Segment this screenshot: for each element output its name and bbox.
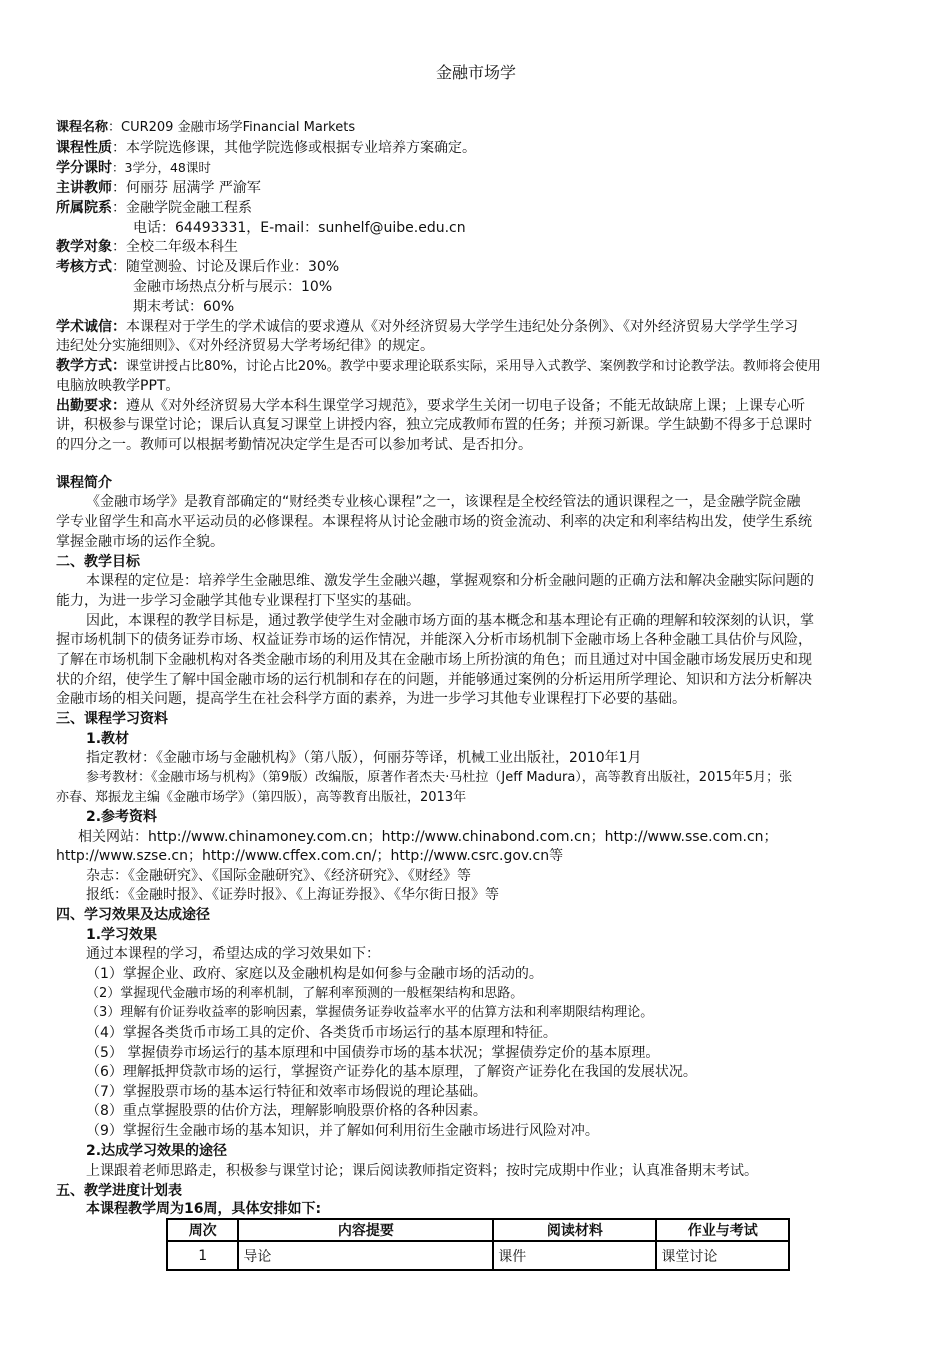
effect-item-8: （8）重点掌握股票的估价方法，理解影响股票价格的各种因素。 [86,1103,487,1119]
goals-line-6: 状的介绍，使学生了解中国金融市场的运行机制和存在的问题，并能够通过案例的分析运用所学理论、知识和方法分析解决 [56,672,812,688]
effect-item-1: （1）掌握企业、政府、家庭以及金融机构是如何参与金融市场的活动的。 [86,966,543,982]
intro-line-3: 掌握金融市场的运作全貌。 [56,534,224,550]
newspapers-line: 报纸：《金融时报》、《证券时报》、《上海证券报》、《华尔街日报》等 [86,887,499,903]
integrity-label: 学术诚信： [56,319,126,335]
course-name-label: 课程名称 [56,120,109,135]
assessment-line [56,258,339,276]
attendance-line-1 [56,397,805,415]
integrity-line-2: 违纪处分实施细则》、《对外经济贸易大学考场纪律》的规定。 [56,338,434,354]
teacher-value: ：何丽芬 屈满学 严渝军 [112,180,261,196]
credit-hours-value: ：3学分，48课时 [112,160,211,175]
method-line-2: 电脑放映教学PPT。 [56,378,180,394]
table-header-row [167,1219,789,1241]
effect-item-4: （4）掌握各类货币市场工具的定价、各类货币市场运行的基本原理和特征。 [86,1025,557,1041]
integrity-line-1 [56,318,798,336]
method-line-1 [56,357,821,376]
effect-item-2: （2）掌握现代金融市场的利率机制，了解利率预测的一般框架结构和思路。 [86,986,524,1001]
schedule-table [166,1218,790,1271]
effect-item-6: （6）理解抵押贷款市场的运行，掌握资产证券化的基本原理，了解资产证券化在我国的发展状况。 [86,1064,697,1080]
effect-item-9: （9）掌握衍生金融市场的基本知识，并了解如何利用衍生金融市场进行风险对冲。 [86,1123,599,1139]
goals-line-5: 了解在市场机制下金融机构对各类金融市场的利用及其在金融市场上所扮演的角色；而且通过对中国金融市场发展历史和现 [56,652,812,668]
attendance-label: 出勤要求： [56,398,126,414]
path-subheading: 2.达成学习效果的途径 [86,1143,228,1159]
goals-line-7: 金融市场的相关问题，提高学生在社会科学方面的素养，为进一步学习其他专业课程打下必要的基础。 [56,691,686,707]
col-header-homework: 作业与考试 [656,1219,789,1241]
textbooks-subheading: 1.教材 [86,731,130,747]
course-name-value: ：CUR209 金融市场学Financial Markets [108,120,356,135]
goals-line-4: 握市场机制下的债务证券市场、权益证券市场的运作情况，并能深入分析市场机制下金融市场上各种金融工具估价与风险， [56,632,812,648]
magazines-line: 杂志：《金融研究》、《国际金融研究》、《经济研究》、《财经》等 [86,868,471,884]
teacher-line [56,179,261,197]
course-nature-line [56,139,476,157]
goals-line-3: 因此，本课程的教学目标是，通过教学使学生对金融市场方面的基本概念和基本理论有正确的理解和较深刻的认识，掌 [86,613,814,629]
audience-value: ：全校二年级本科生 [112,239,238,255]
assigned-textbook: 指定教材：《金融市场与金融机构》（第八版），何丽芬等译，机械工业出版社，2010年1月 [86,750,642,766]
col-header-reading: 阅读材料 [493,1219,656,1241]
intro-heading: 课程简介 [56,475,112,491]
goals-line-2: 能力，为进一步学习金融学其他专业课程打下坚实的基础。 [56,593,420,609]
reference-book-line-1: 参考教材：《金融市场与机构》（第9版）改编版，原著作者杰夫·马杜拉（Jeff Madura），高等教育出版社，2015年5月；张 [86,770,793,785]
attendance-text-1: 遵从《对外经济贸易大学本科生课堂学习规范》，要求学生关闭一切电子设备；不能无故缺席上课；上课专心听 [126,398,805,414]
credit-hours-line [56,159,211,177]
col-header-week: 周次 [167,1219,238,1241]
websites-line-2: http://www.szse.cn；http://www.cffex.com.cn/；http://www.csrc.gov.cn等 [56,848,564,864]
assessment-label: 考核方式 [56,259,112,275]
materials-heading: 三、课程学习资料 [56,711,168,727]
goals-heading: 二、教学目标 [56,554,140,570]
effects-heading: 四、学习效果及达成途径 [56,907,210,923]
assessment-item-1: ：随堂测验、讨论及课后作业：30% [112,259,340,275]
audience-line [56,238,238,256]
contact-line: 电话：64493331，E-mail：sunhelf@uibe.edu.cn [133,220,466,236]
effects-subheading: 1.学习效果 [86,927,158,943]
attendance-line-3: 的四分之一。教师可以根据考勤情况决定学生是否可以参加考试、是否扣分。 [56,437,532,453]
col-header-content: 内容提要 [238,1219,493,1241]
course-nature-value: ：本学院选修课，其他学院选修或根据专业培养方案确定。 [112,140,476,156]
cell-content: 导论 [238,1241,493,1270]
method-label: 教学方式： [56,358,126,374]
course-name-line [56,119,355,137]
document-title: 金融市场学 [435,63,516,82]
effects-intro: 通过本课程的学习，希望达成的学习效果如下： [86,946,380,962]
intro-line-1: 《金融市场学》是教育部确定的“财经类专业核心课程”之一，该课程是全校经管法的通识课程之一，是金融学院金融 [86,494,801,510]
goals-line-1: 本课程的定位是：培养学生金融思维、激发学生金融兴趣，掌握观察和分析金融问题的正确方法和解决金融实际问题的 [86,573,814,589]
table-row [167,1241,789,1270]
path-text: 上课跟着老师思路走，积极参与课堂讨论；课后阅读教师指定资料；按时完成期中作业；认真准备期末考试。 [86,1163,758,1179]
department-line [56,199,252,217]
cell-homework: 课堂讨论 [656,1241,789,1270]
department-label: 所属院系 [56,200,112,216]
credit-hours-label: 学分课时 [56,160,112,176]
assessment-item-2: 金融市场热点分析与展示：10% [133,279,333,295]
cell-reading: 课件 [493,1241,656,1270]
teacher-label: 主讲教师 [56,180,112,196]
department-value: ：金融学院金融工程系 [112,200,252,216]
cell-week: 1 [167,1241,238,1270]
websites-line-1: 相关网站：http://www.chinamoney.com.cn；http://www.chinabond.com.cn；http://www.sse.com.cn； [78,829,778,845]
intro-line-2: 学专业留学生和高水平运动员的必修课程。本课程将从讨论金融市场的资金流动、利率的决定和利率结构出发，使学生系统 [56,514,812,530]
effect-item-7: （7）掌握股票市场的基本运行特征和效率市场假说的理论基础。 [86,1084,487,1100]
effect-item-3: （3）理解有价证券收益率的影响因素，掌握债务证券收益率水平的估算方法和利率期限结构理论。 [86,1005,654,1020]
attendance-line-2: 讲，积极参与课堂讨论；课后认真复习课堂上讲授内容，独立完成教师布置的任务；并预习新课。学生缺勤不得多于总课时 [56,417,812,433]
integrity-text-1: 本课程对于学生的学术诚信的要求遵从《对外经济贸易大学学生违纪处分条例》、《对外经济贸易大学学生学习 [126,319,798,335]
method-text-1: 课堂讲授占比80%，讨论占比20%。教学中要求理论联系实际，采用导入式教学、案例教学和讨论教学法。教师将会使用 [126,359,821,374]
references-subheading: 2.参考资料 [86,809,158,825]
audience-label: 教学对象 [56,239,112,255]
schedule-note: 本课程教学周为16周，具体安排如下: [86,1201,322,1217]
reference-book-line-2: 亦春、郑振龙主编《金融市场学》（第四版），高等教育出版社，2013年 [56,790,467,805]
course-nature-label: 课程性质 [56,140,112,156]
effect-item-5: （5） 掌握债券市场运行的基本原理和中国债券市场的基本状况；掌握债券定价的基本原理。 [86,1045,660,1061]
schedule-heading: 五、教学进度计划表 [56,1183,182,1199]
assessment-item-3: 期末考试：60% [133,299,235,315]
